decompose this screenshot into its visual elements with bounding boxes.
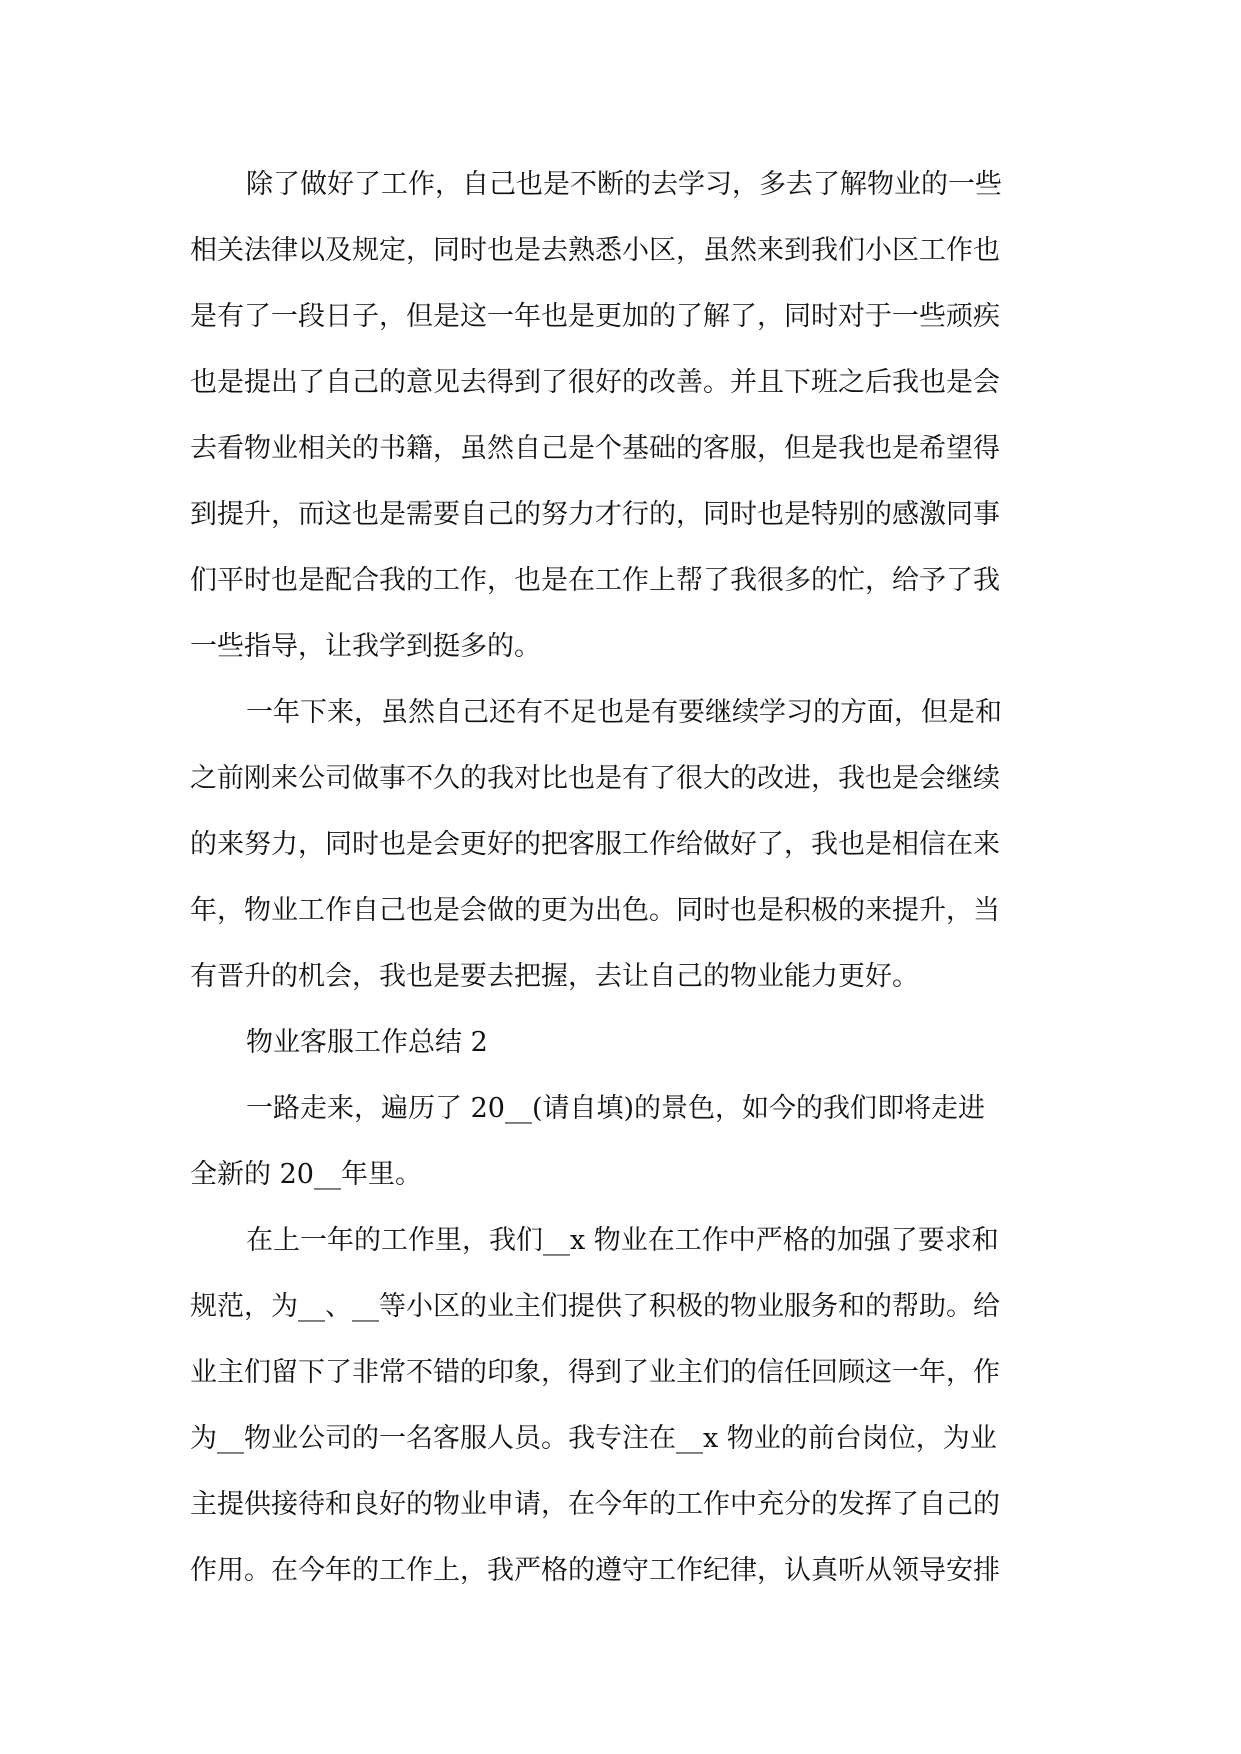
text-line: 也是提出了自己的意见去得到了很好的改善。并且下班之后我也是会 bbox=[190, 367, 1000, 398]
text-line: 的来努力，同时也是会更好的把客服工作给做好了，我也是相信在来 bbox=[190, 829, 1000, 860]
text-line: 一些指导，让我学到挺多的。 bbox=[190, 631, 541, 662]
text-line: 之前刚来公司做事不久的我对比也是有了很大的改进，我也是会继续 bbox=[190, 763, 1000, 794]
text-line: 年，物业工作自己也是会做的更为出色。同时也是积极的来提升，当 bbox=[190, 895, 1000, 926]
document-body bbox=[190, 152, 1060, 1604]
text-line: 业主们留下了非常不错的印象，得到了业主们的信任回顾这一年，作 bbox=[190, 1357, 1000, 1388]
text-line: 们平时也是配合我的工作，也是在工作上帮了我很多的忙，给予了我 bbox=[190, 565, 1000, 596]
text-line: 规范，为__、__等小区的业主们提供了积极的物业服务和的帮助。给 bbox=[190, 1291, 1000, 1322]
paragraph-2 bbox=[190, 680, 1060, 1010]
text-line: 一年下来，虽然自己还有不足也是有要继续学习的方面，但是和 bbox=[246, 697, 1002, 728]
text-line: 一路走来，遍历了 20__(请自填)的景色，如今的我们即将走进 bbox=[246, 1093, 986, 1124]
text-line: 在上一年的工作里，我们__x 物业在工作中严格的加强了要求和 bbox=[246, 1225, 999, 1256]
text-line: 有晋升的机会，我也是要去把握，去让自己的物业能力更好。 bbox=[190, 961, 919, 992]
text-line: 主提供接待和良好的物业申请，在今年的工作中充分的发挥了自己的 bbox=[190, 1489, 1000, 1520]
section-title: 物业客服工作总结 2 bbox=[246, 1027, 488, 1058]
paragraph-3 bbox=[190, 1076, 1060, 1208]
text-line: 去看物业相关的书籍，虽然自己是个基础的客服，但是我也是希望得 bbox=[190, 433, 1000, 464]
text-line: 到提升，而这也是需要自己的努力才行的，同时也是特别的感激同事 bbox=[190, 499, 1000, 530]
text-line: 相关法律以及规定，同时也是去熟悉小区，虽然来到我们小区工作也 bbox=[190, 235, 1000, 266]
text-line: 是有了一段日子，但是这一年也是更加的了解了，同时对于一些顽疾 bbox=[190, 301, 1000, 332]
text-line: 全新的 20__年里。 bbox=[190, 1159, 422, 1190]
text-line: 除了做好了工作，自己也是不断的去学习，多去了解物业的一些 bbox=[246, 169, 1002, 200]
section-heading bbox=[190, 1010, 1060, 1076]
paragraph-1 bbox=[190, 152, 1060, 680]
paragraph-4 bbox=[190, 1208, 1060, 1604]
text-line: 为__物业公司的一名客服人员。我专注在__x 物业的前台岗位，为业 bbox=[190, 1423, 997, 1454]
text-line: 作用。在今年的工作上，我严格的遵守工作纪律，认真听从领导安排 bbox=[190, 1555, 1000, 1586]
